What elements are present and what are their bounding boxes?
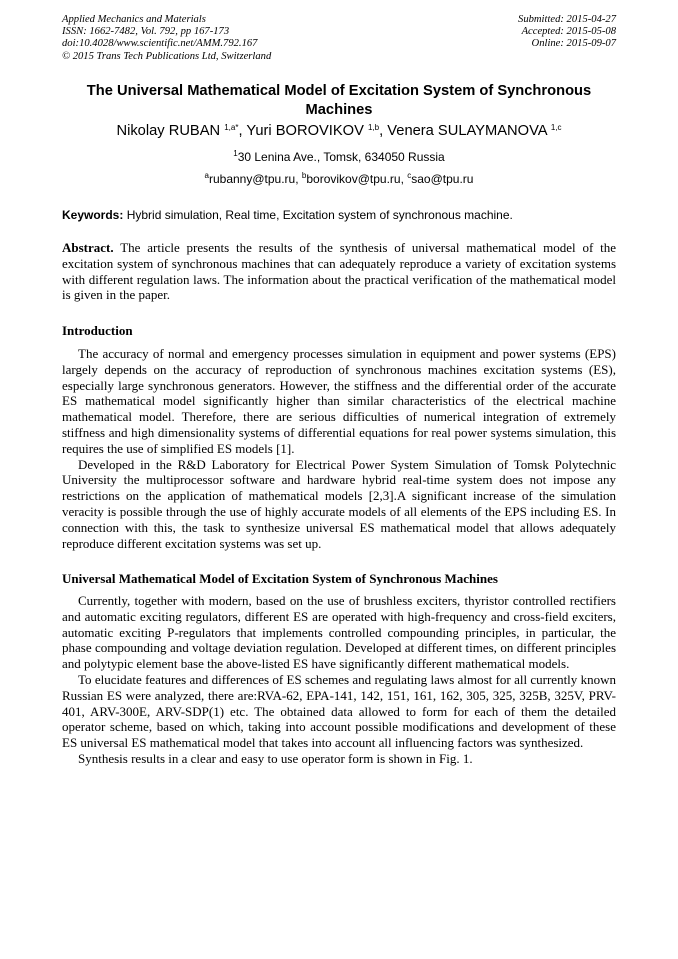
author-list — [40, 121, 638, 141]
email-superscript: a — [204, 171, 209, 180]
keywords — [62, 207, 616, 223]
affiliation-superscript: 1 — [233, 149, 238, 158]
issn-line: ISSN: 1662-7482, Vol. 792, pp 167-173 — [62, 26, 230, 38]
email-address: rubanny@tpu.ru — [208, 172, 296, 186]
author-name: Yuri BOROVIKOV — [246, 123, 364, 139]
email-address: borovikov@tpu.ru — [306, 172, 401, 186]
author-separator: , — [238, 123, 247, 139]
journal-name: Applied Mechanics and Materials — [62, 14, 206, 25]
email-separator: , — [295, 172, 302, 186]
author-superscript: 1,c — [550, 123, 562, 132]
section-heading-introduction: Introduction — [62, 323, 133, 338]
paragraph: Currently, together with modern, based on the use of brushless exciters, thyristor controlled rectifiers and automatic exciting regulators, different ES are operated with high-frequency and cross-field exciters, automatic exciting P-regulators that implements controlled compounding principles, in particular, the phase compounding and voltage deviation regulation. Developed at different times, on different principles and polytypic element base the above-listed ES have significantly different mathematical models. — [62, 593, 616, 672]
author-superscript: 1,b — [368, 123, 380, 132]
accepted-date: Accepted: 2015-05-08 — [521, 26, 616, 38]
email-address: sao@tpu.ru — [411, 172, 474, 186]
author-superscript: 1,a* — [224, 123, 239, 132]
dates-info — [518, 14, 616, 51]
paragraph: Developed in the R&D Laboratory for Electrical Power System Simulation of Tomsk Polytechnic University the multiprocessor software and hardware hybrid real-time system does not impose any restrictions on the application of mathematical models [2,3].A significant increase of the simulation veracity is possible through the use of highly accurate models of all elements of the EPS including ES. In connection with this, the task to synthesize universal ES mathematical model that allows adequately reproduce different excitation systems was set up. — [62, 456, 616, 551]
paper-title: The Universal Mathematical Model of Excitation System of Synchronous Machines — [86, 83, 592, 118]
keywords-label: Keywords: — [62, 208, 124, 222]
email-superscript: c — [407, 171, 412, 180]
author-name: Venera SULAYMANOVA — [387, 123, 547, 139]
copyright-line: © 2015 Trans Tech Publications Ltd, Switzerland — [62, 50, 272, 62]
abstract-label: Abstract. — [62, 240, 114, 255]
submitted-date: Submitted: 2015-04-27 — [518, 14, 616, 25]
email-separator: , — [400, 172, 408, 186]
abstract — [62, 240, 616, 303]
doi-line: doi:10.4028/www.scientific.net/AMM.792.167 — [62, 38, 258, 50]
section-body-introduction — [62, 346, 616, 551]
paragraph: Synthesis results in a clear and easy to use operator form is shown in Fig. 1. — [78, 750, 473, 766]
email-superscript: b — [301, 171, 307, 180]
abstract-text: The article presents the results of the synthesis of universal mathematical model of the excitation system of synchronous machines that can adequately reproduce a variety of excitation systems with different regulation laws. The information about the practical verification of the mathematical model is given in the paper. — [62, 240, 617, 303]
online-date: Online: 2015-09-07 — [531, 38, 616, 50]
affiliation-text: 30 Lenina Ave., Tomsk, 634050 Russia — [237, 150, 445, 164]
keywords-text: Hybrid simulation, Real time, Excitation system of synchronous machine. — [126, 208, 513, 222]
email-list — [62, 171, 616, 187]
author-separator: , — [379, 123, 388, 139]
paragraph: The accuracy of normal and emergency processes simulation in equipment and power systems (EPS) largely depends on the accuracy of reproduction of synchronous machines excitation systems (ES), especially large synchronous generators. However, the stiffness and the differential order of the accurate ES mathematical model significantly higher than similar characteristics of the electrical machine mathematical model. Therefore, there are serious difficulties of numerical integration of extremely stiffness and high dimensionality systems of differential equations for real power systems simulation, this requires the use of simplified ES models [1]. — [62, 346, 616, 456]
section-body-universal-model — [62, 593, 616, 767]
affiliation — [62, 149, 616, 165]
section-heading-universal-model: Universal Mathematical Model of Excitation System of Synchronous Machines — [62, 571, 498, 586]
author-name: Nikolay RUBAN — [116, 123, 221, 139]
paragraph: To elucidate features and differences of ES schemes and regulating laws almost for all currently known Russian ES were analyzed, there are:RVA-62, EPA-141, 142, 151, 161, 162, 305, 325, 325B, 325V, PRV-401, ARV-300E, ARV-SDP(1) etc. The obtained data allowed to form for each of them the detailed operator scheme, based on which, taking into account possible modifications and development of these ES universal ES mathematical model that takes into account all influencing factors was synthesized. — [62, 671, 616, 751]
journal-info — [62, 14, 271, 63]
